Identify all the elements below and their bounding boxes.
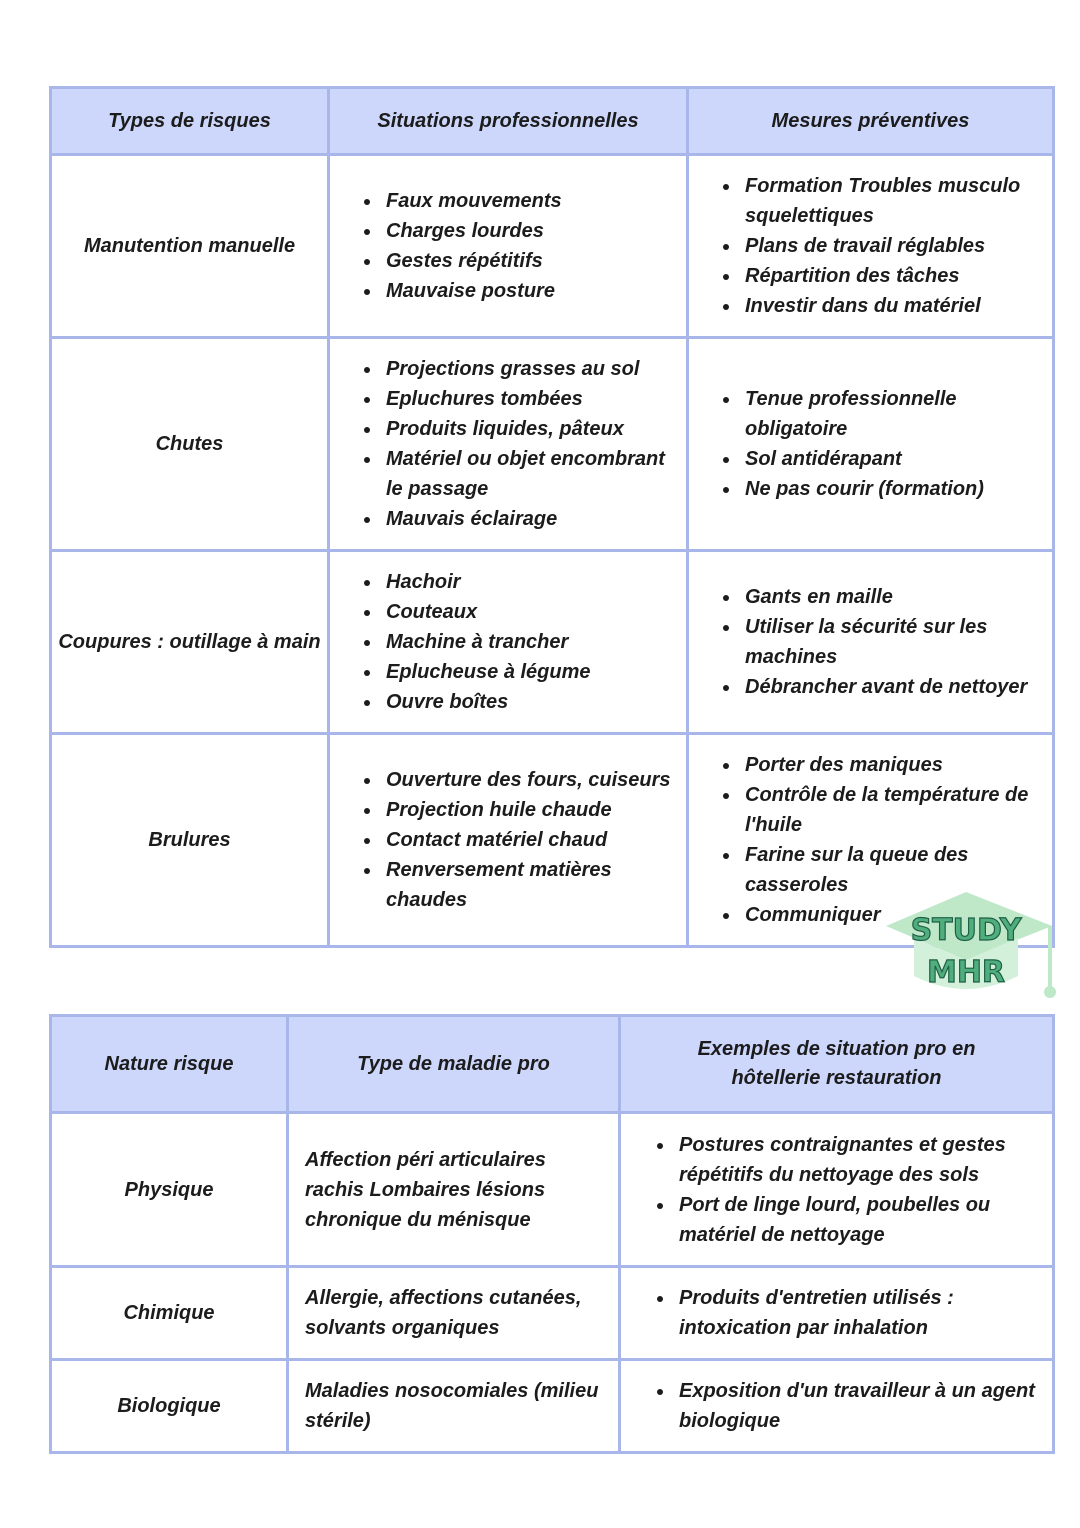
maladie-cell: Maladies nosocomiales (milieu stérile) xyxy=(288,1360,620,1453)
list-item: • Communiquer xyxy=(741,900,1052,930)
risk-types-table xyxy=(49,86,1055,948)
list-item: • Plans de travail réglables xyxy=(741,231,1052,261)
list-item: • Matériel ou objet encombrant le passage xyxy=(382,444,686,504)
mesures-cell xyxy=(688,551,1054,734)
list-item: • Tenue professionnelle obligatoire xyxy=(741,384,1052,444)
list-item: • Sol antidérapant xyxy=(741,444,1052,474)
study-mhr-logo xyxy=(886,890,1062,1002)
list-item: • Porter des maniques xyxy=(741,750,1052,780)
list-item: • Contrôle de la température de l'huile xyxy=(741,780,1052,840)
risk-type-cell: Coupures : outillage à main xyxy=(51,551,329,734)
list-item: • Projection huile chaude xyxy=(382,795,686,825)
list-item: • Farine sur la queue des casseroles xyxy=(741,840,1052,900)
list-item: • Formation Troubles musculo squelettiques xyxy=(741,171,1052,231)
list-item: • Couteaux xyxy=(382,597,686,627)
list-item: • Contact matériel chaud xyxy=(382,825,686,855)
list-item: • Machine à trancher xyxy=(382,627,686,657)
list-item: • Faux mouvements xyxy=(382,186,686,216)
maladie-cell: Affection péri articulaires rachis Lombaires lésions chronique du ménisque xyxy=(288,1113,620,1267)
list-item: • Utiliser la sécurité sur les machines xyxy=(741,612,1052,672)
table-header-row xyxy=(51,88,1054,155)
list-item: • Gestes répétitifs xyxy=(382,246,686,276)
nature-cell: Chimique xyxy=(51,1267,288,1360)
exemples-cell xyxy=(620,1267,1054,1360)
risk-type-cell: Chutes xyxy=(51,338,329,551)
header-type-maladie: Type de maladie pro xyxy=(288,1016,620,1113)
table-header-row xyxy=(51,1016,1054,1113)
occupational-disease-table xyxy=(49,1014,1055,1454)
list-item: • Produits liquides, pâteux xyxy=(382,414,686,444)
list-item: • Renversement matières chaudes xyxy=(382,855,686,915)
list-item: • Répartition des tâches xyxy=(741,261,1052,291)
list-item: • Hachoir xyxy=(382,567,686,597)
list-item: • Epluchures tombées xyxy=(382,384,686,414)
table-row xyxy=(51,1267,1054,1360)
list-item: • Postures contraignantes et gestes répétitifs du nettoyage des sols xyxy=(675,1130,1042,1190)
nature-cell: Biologique xyxy=(51,1360,288,1453)
list-item: • Mauvais éclairage xyxy=(382,504,686,534)
list-item: • Mauvaise posture xyxy=(382,276,686,306)
situations-cell xyxy=(329,155,688,338)
situations-cell xyxy=(329,734,688,947)
maladie-cell: Allergie, affections cutanées, solvants organiques xyxy=(288,1267,620,1360)
list-item: • Port de linge lourd, poubelles ou matériel de nettoyage xyxy=(675,1190,1042,1250)
situations-cell xyxy=(329,551,688,734)
table-row xyxy=(51,1113,1054,1267)
list-item: • Ne pas courir (formation) xyxy=(741,474,1052,504)
table-row xyxy=(51,338,1054,551)
header-exemples: Exemples de situation pro en hôtellerie restauration xyxy=(620,1016,1054,1113)
table-row xyxy=(51,155,1054,338)
header-situations: Situations professionnelles xyxy=(329,88,688,155)
exemples-cell xyxy=(620,1113,1054,1267)
header-mesures: Mesures préventives xyxy=(688,88,1054,155)
header-types-risques: Types de risques xyxy=(51,88,329,155)
mesures-cell xyxy=(688,155,1054,338)
risk-type-cell: Brulures xyxy=(51,734,329,947)
list-item: • Débrancher avant de nettoyer xyxy=(741,672,1052,702)
logo-line2: MHR xyxy=(926,955,1006,990)
list-item: • Gants en maille xyxy=(741,582,1052,612)
list-item: • Exposition d'un travailleur à un agent biologique xyxy=(675,1376,1042,1436)
logo-line1: STUDY xyxy=(910,913,1022,948)
list-item: • Produits d'entretien utilisés : intoxication par inhalation xyxy=(675,1283,1042,1343)
list-item: • Projections grasses au sol xyxy=(382,354,686,384)
exemples-cell xyxy=(620,1360,1054,1453)
situations-cell xyxy=(329,338,688,551)
table-row xyxy=(51,551,1054,734)
list-item: • Ouvre boîtes xyxy=(382,687,686,717)
list-item: • Ouverture des fours, cuiseurs xyxy=(382,765,686,795)
table-row xyxy=(51,1360,1054,1453)
nature-cell: Physique xyxy=(51,1113,288,1267)
header-nature-risque: Nature risque xyxy=(51,1016,288,1113)
list-item: • Investir dans du matériel xyxy=(741,291,1052,321)
risk-type-cell: Manutention manuelle xyxy=(51,155,329,338)
mesures-cell xyxy=(688,338,1054,551)
list-item: • Eplucheuse à légume xyxy=(382,657,686,687)
list-item: • Charges lourdes xyxy=(382,216,686,246)
